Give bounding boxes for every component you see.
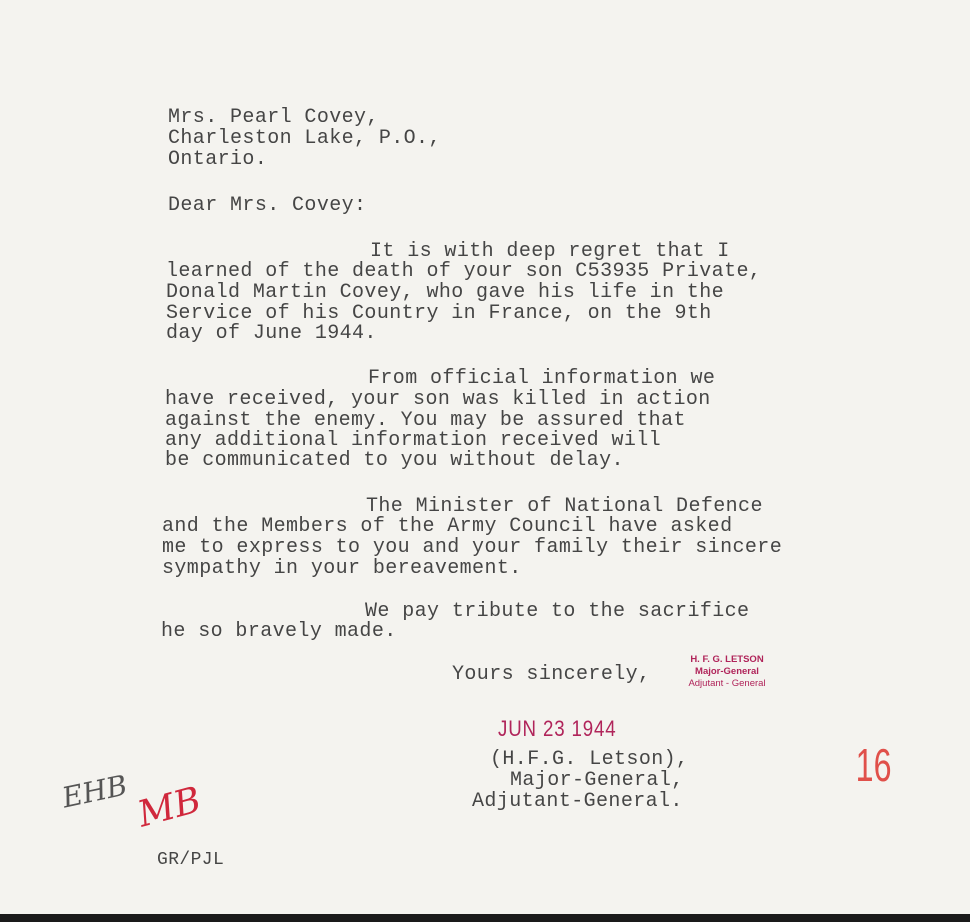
recipient-address: Charleston Lake, P.O.,: [168, 127, 441, 150]
paragraph-line: and the Members of the Army Council have asked: [162, 515, 733, 538]
paragraph-line: day of June 1944.: [166, 322, 377, 345]
reference-code: GR/PJL: [157, 850, 225, 870]
paragraph-line: It is with deep regret that I: [370, 240, 730, 263]
officer-stamp: [672, 654, 782, 690]
paragraph-line: Donald Martin Covey, who gave his life in the: [166, 281, 725, 304]
signature-title: Adjutant-General.: [472, 790, 683, 813]
paragraph-line: be communicated to you without delay.: [165, 449, 624, 472]
scan-border: [0, 914, 970, 922]
paragraph-line: me to express to you and your family their sincere: [162, 536, 783, 559]
stamp-name: H. F. G. LETSON: [690, 654, 764, 665]
paragraph-line: he so bravely made.: [161, 620, 397, 643]
signature-rank: Major-General,: [510, 769, 684, 792]
paragraph-line: The Minister of National Defence: [366, 495, 763, 518]
paragraph-line: Service of his Country in France, on the 9th: [166, 302, 712, 325]
page-number: 16: [855, 739, 892, 791]
salutation: Dear Mrs. Covey:: [168, 194, 367, 217]
date-stamp: JUN 23 1944: [498, 716, 617, 741]
handwritten-initials-pencil: EHB: [59, 768, 131, 815]
paragraph-line: have received, your son was killed in action: [165, 388, 711, 411]
paragraph-line: From official information we: [368, 367, 716, 390]
paragraph-line: sympathy in your bereavement.: [162, 557, 522, 580]
paragraph-line: We pay tribute to the sacrifice: [365, 600, 750, 623]
paragraph-line: learned of the death of your son C53935 Private,: [166, 260, 762, 283]
stamp-title: Adjutant - General: [688, 678, 766, 689]
closing: Yours sincerely,: [452, 663, 651, 686]
paragraph-line: any additional information received will: [165, 429, 662, 452]
handwritten-initials-red: MB: [133, 779, 206, 836]
signature-name: (H.F.G. Letson),: [490, 748, 689, 771]
recipient-province: Ontario.: [168, 148, 268, 171]
stamp-rank: Major-General: [695, 666, 759, 677]
recipient-name: Mrs. Pearl Covey,: [168, 106, 379, 129]
paragraph-line: against the enemy. You may be assured that: [165, 409, 686, 432]
